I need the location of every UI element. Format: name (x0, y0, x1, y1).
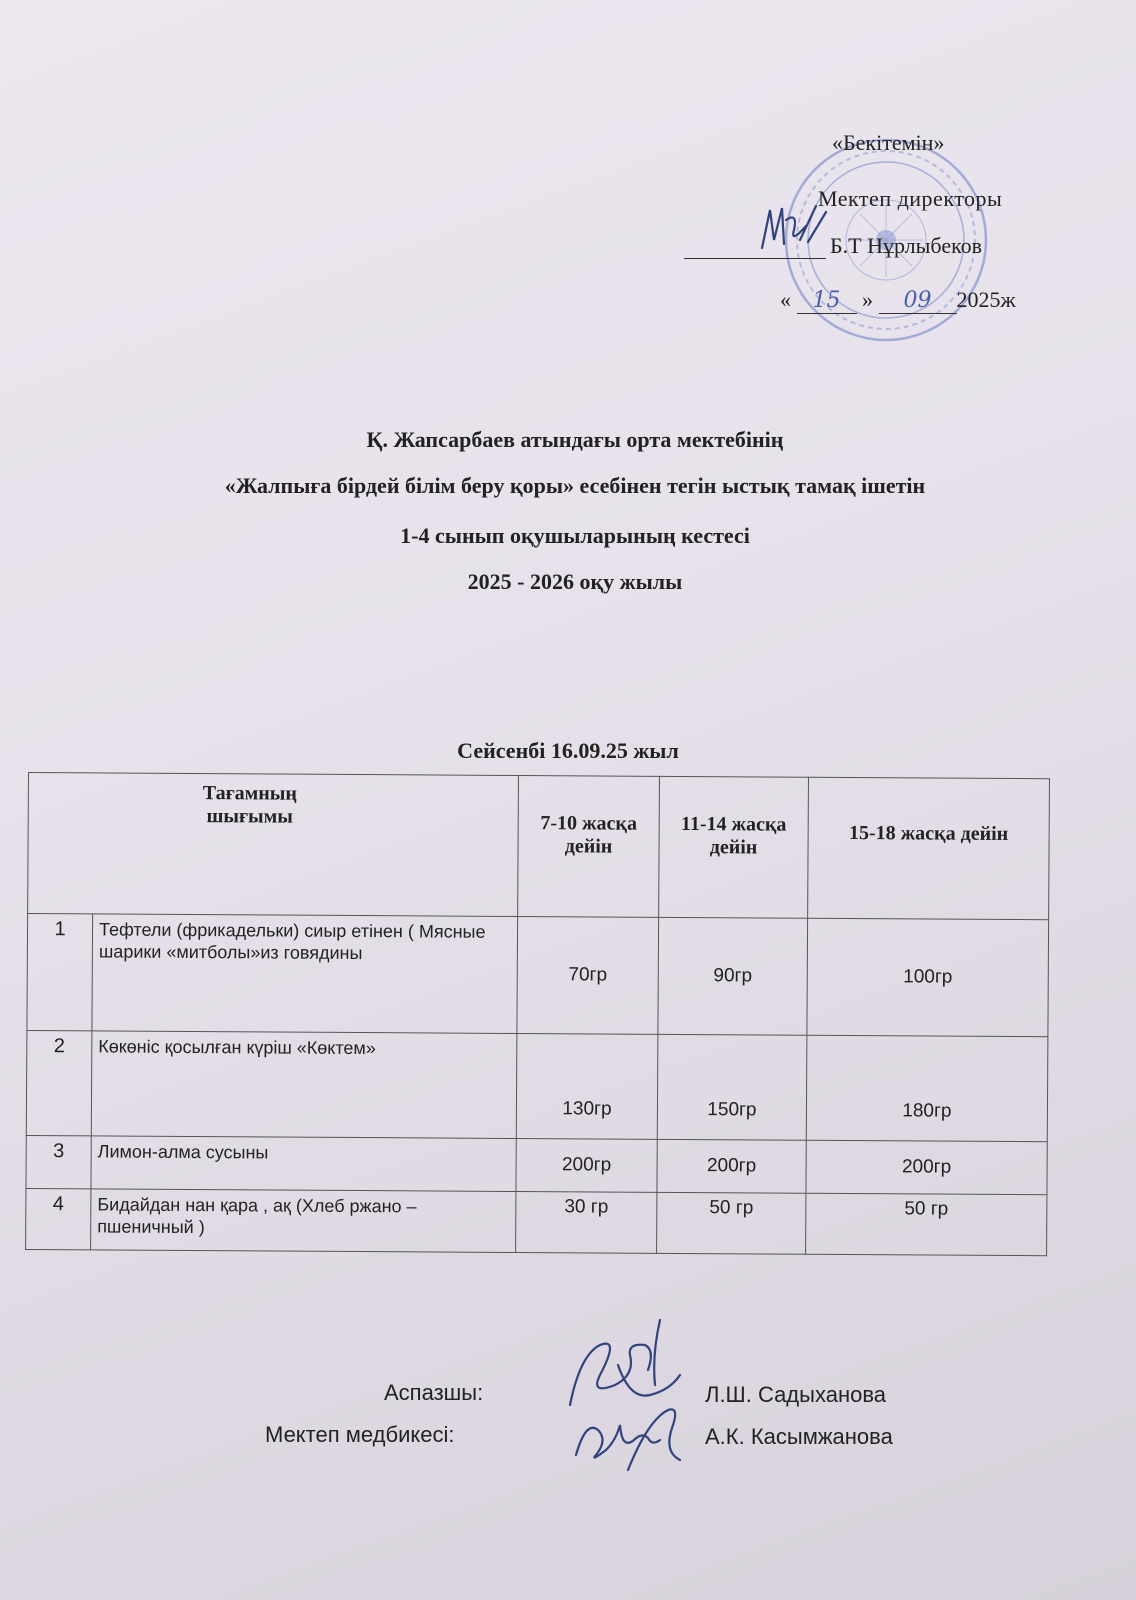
portion-7-10: 30 гр (516, 1191, 657, 1253)
date-day: 15 (797, 288, 857, 314)
portion-15-18: 200гр (806, 1140, 1047, 1194)
dish-name: Көкөніс қосылған күріш «Көктем» (91, 1031, 517, 1139)
portion-7-10: 200гр (516, 1138, 657, 1192)
nurse-name: А.К. Касымжанова (705, 1424, 893, 1449)
portion-15-18: 50 гр (806, 1193, 1047, 1255)
title-year: 2025 - 2026 оқу жылы (467, 569, 683, 594)
header-age-7-10: 7-10 жасқа дейін (518, 775, 660, 917)
header-age-15-18: 15-18 жасқа дейін (808, 777, 1050, 919)
portion-11-14: 90гр (658, 917, 808, 1035)
portion-11-14: 150гр (657, 1034, 807, 1140)
portion-11-14: 200гр (657, 1139, 806, 1193)
approval-date (780, 287, 1016, 314)
portion-15-18: 100гр (807, 918, 1049, 1036)
director-name: Б.Т Нұрлыбеков (830, 233, 983, 258)
row-number: 4 (26, 1188, 91, 1249)
date-year: 2025ж (956, 287, 1016, 312)
day-title: Сейсенбі 16.09.25 жыл (457, 738, 679, 763)
row-number: 3 (26, 1135, 91, 1188)
menu-table (25, 772, 1050, 1256)
cook-label: Аспазшы: (384, 1380, 484, 1405)
dish-name: Лимон-алма сусыны (91, 1136, 516, 1192)
table-row (26, 1135, 1047, 1194)
approval-position: Мектеп директоры (818, 186, 1003, 211)
table-header-row (28, 773, 1050, 920)
dish-name: Бидайдан нан қара , ақ (Хлеб ржано – пшеничный ) (91, 1189, 516, 1253)
header-dish: Тағамның шығымы (28, 773, 519, 917)
table-row (27, 914, 1049, 1037)
date-open-quote: « (780, 287, 791, 312)
title-schedule: 1-4 сынып оқушыларының кестесі (400, 523, 750, 548)
cook-name: Л.Ш. Садыханова (705, 1382, 887, 1407)
title-school: Қ. Жапсарбаев атындағы орта мектебінің (366, 427, 784, 452)
table-row (26, 1030, 1048, 1141)
row-number: 1 (27, 914, 93, 1031)
portion-15-18: 180гр (806, 1035, 1048, 1141)
table-row (26, 1188, 1047, 1255)
nurse-signature (568, 1400, 688, 1475)
row-number: 2 (26, 1030, 92, 1135)
dish-name: Тефтели (фрикадельки) сиыр етінен ( Мясные шарики «митболы»из говядины (92, 914, 518, 1034)
portion-11-14: 50 гр (657, 1192, 806, 1254)
document-titles (140, 425, 1010, 613)
director-signature (756, 200, 836, 260)
nurse-label: Мектеп медбикесі: (265, 1422, 455, 1447)
date-close-quote: » (862, 287, 873, 312)
portion-7-10: 70гр (517, 916, 659, 1034)
title-program: «Жалпыға бірдей білім беру қоры» есебінен тегін ыстық тамақ ішетін (224, 473, 926, 498)
approval-title: «Бекітемін» (832, 130, 945, 155)
date-month: 09 (879, 288, 957, 314)
header-age-11-14: 11-14 жасқа дейін (659, 776, 809, 918)
portion-7-10: 130гр (516, 1033, 658, 1139)
